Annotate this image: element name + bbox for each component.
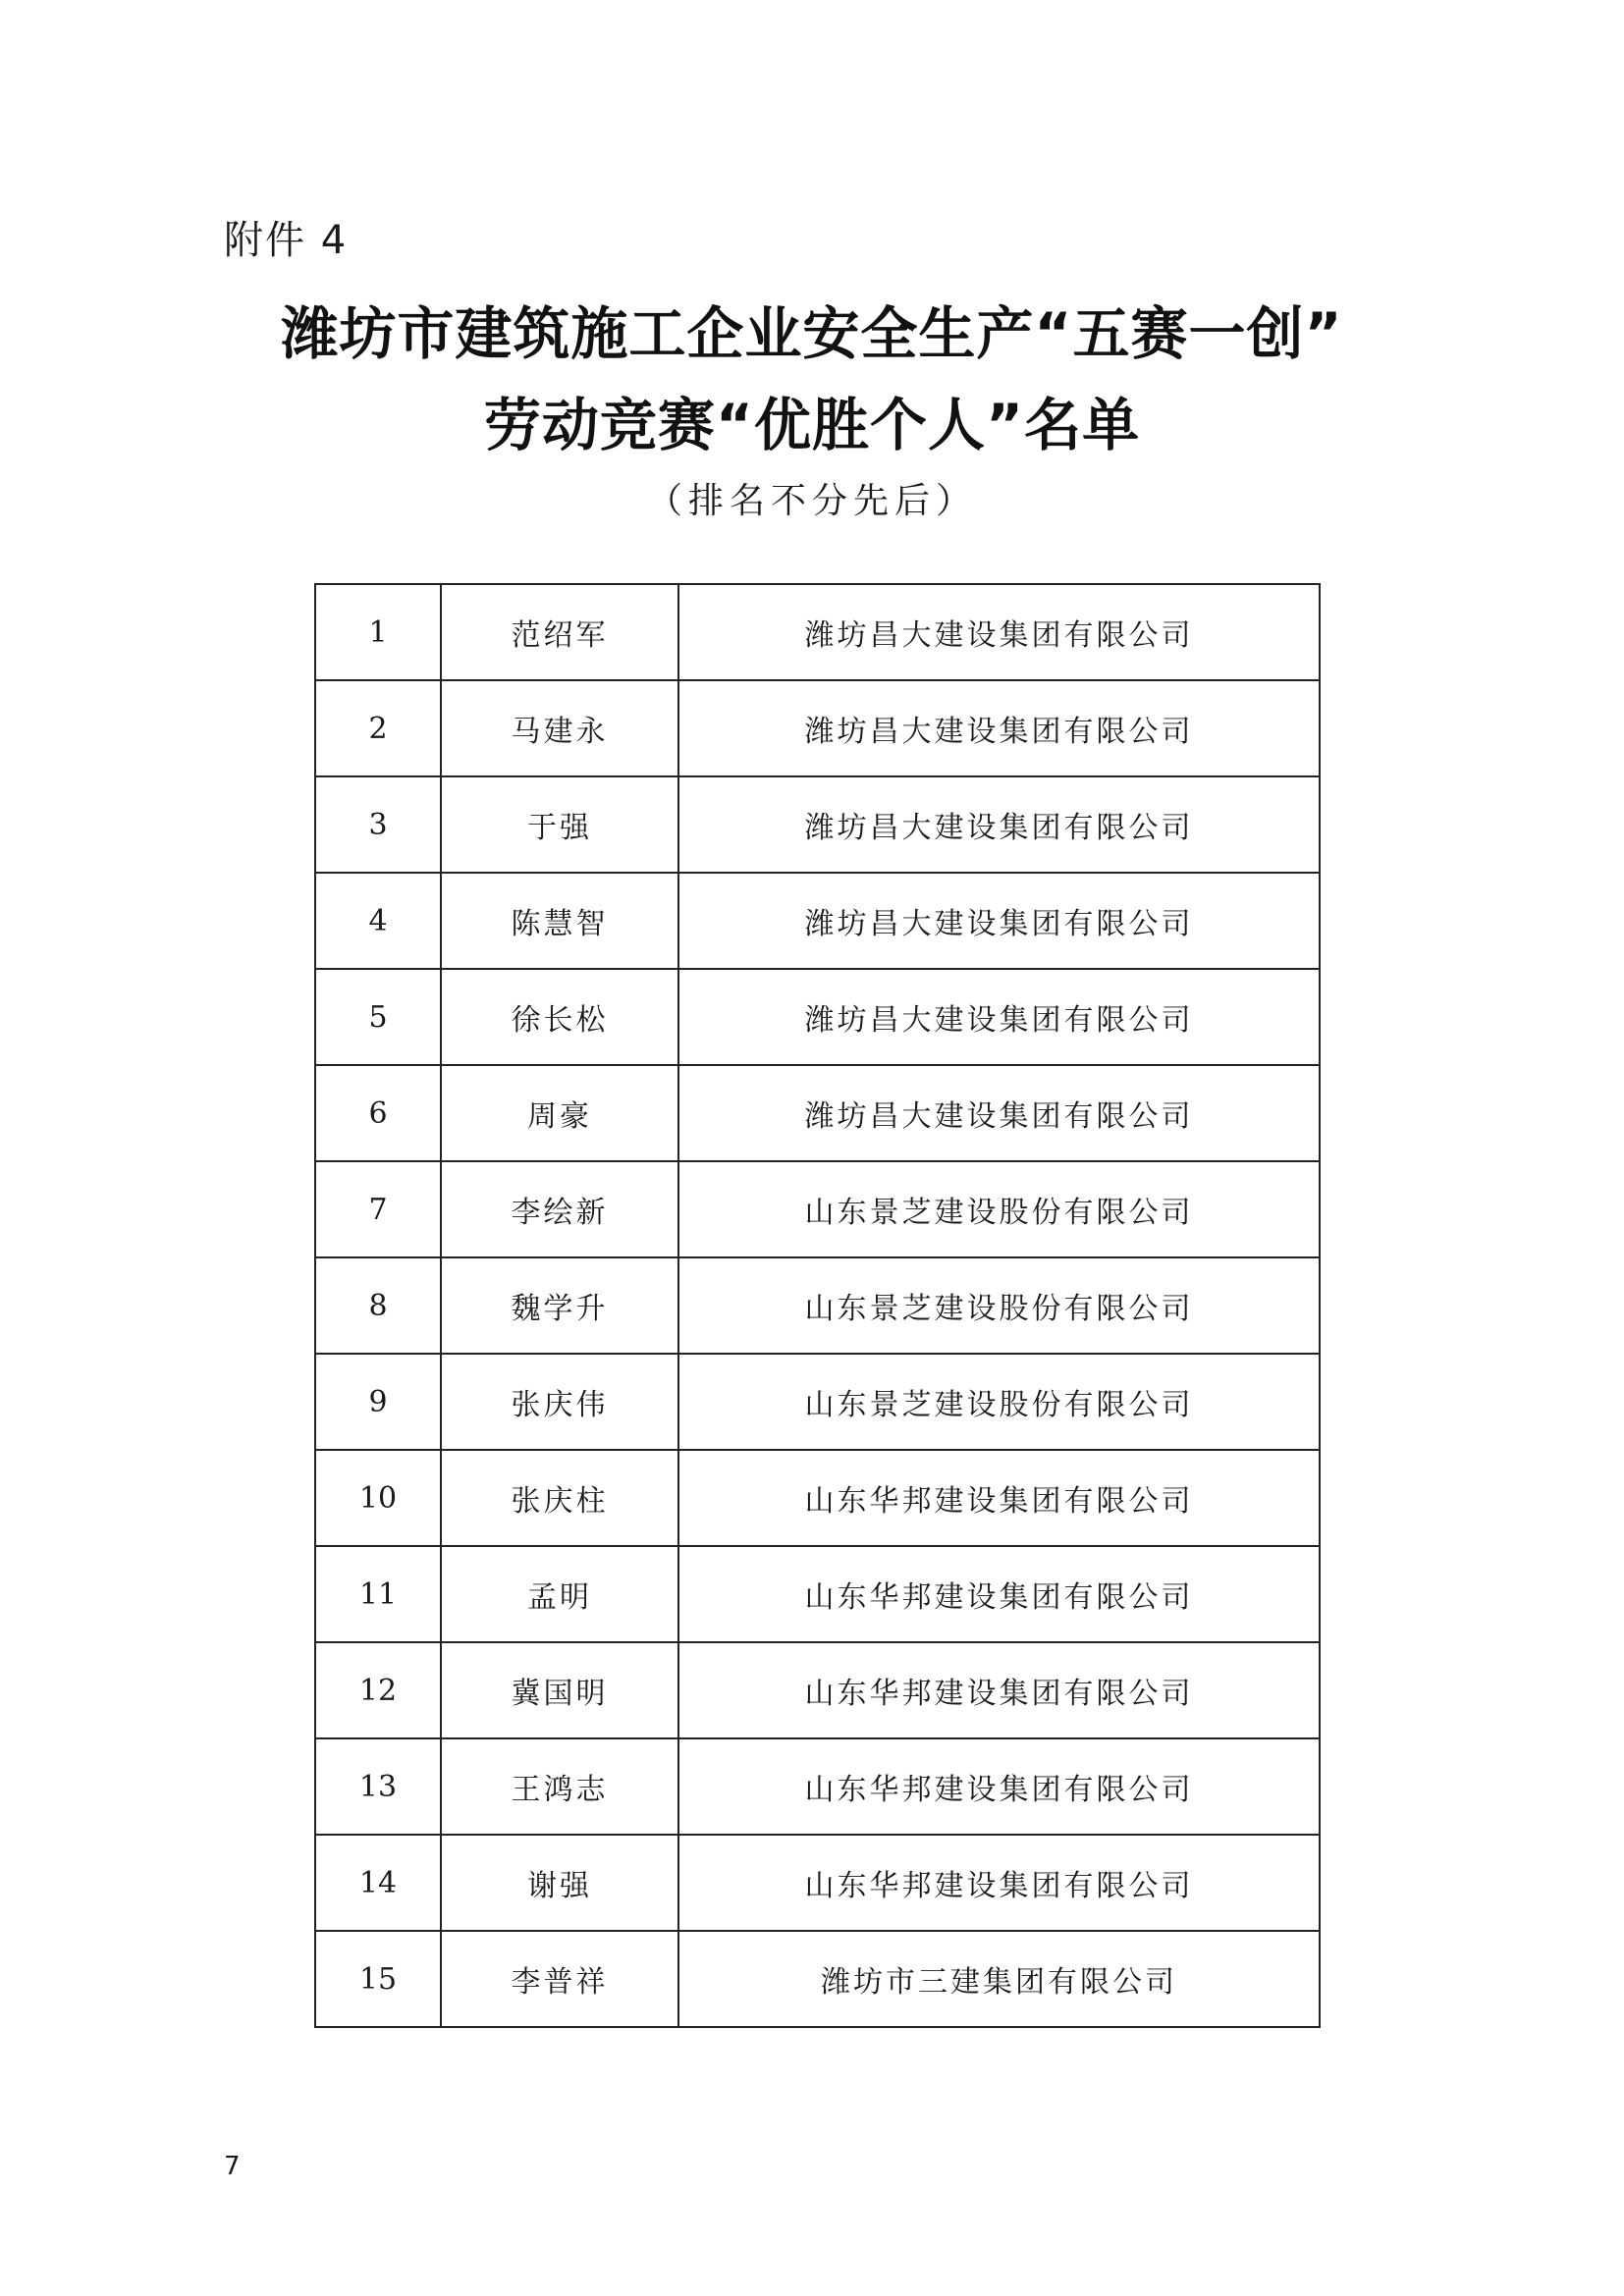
winner-name: 李普祥 bbox=[441, 1931, 678, 2027]
row-number: 13 bbox=[315, 1738, 441, 1835]
row-number: 10 bbox=[315, 1450, 441, 1546]
winner-name: 魏学升 bbox=[441, 1257, 678, 1354]
winner-organization: 潍坊昌大建设集团有限公司 bbox=[678, 584, 1320, 680]
table-row bbox=[315, 969, 1320, 1065]
row-number: 1 bbox=[315, 584, 441, 680]
page-number: 7 bbox=[224, 2152, 241, 2181]
row-number: 15 bbox=[315, 1931, 441, 2027]
winner-name: 马建永 bbox=[441, 680, 678, 776]
row-number: 11 bbox=[315, 1546, 441, 1642]
winner-organization: 山东华邦建设集团有限公司 bbox=[678, 1450, 1320, 1546]
winner-organization: 潍坊昌大建设集团有限公司 bbox=[678, 969, 1320, 1065]
row-number: 6 bbox=[315, 1065, 441, 1161]
table-row bbox=[315, 1931, 1320, 2027]
winner-name: 张庆伟 bbox=[441, 1354, 678, 1450]
table-row bbox=[315, 1835, 1320, 1931]
row-number: 14 bbox=[315, 1835, 441, 1931]
row-number: 7 bbox=[315, 1161, 441, 1257]
winner-organization: 山东华邦建设集团有限公司 bbox=[678, 1546, 1320, 1642]
document-subtitle: （排名不分先后） bbox=[646, 481, 977, 521]
table-row bbox=[315, 776, 1320, 873]
winner-organization: 潍坊昌大建设集团有限公司 bbox=[678, 776, 1320, 873]
winner-name: 于强 bbox=[441, 776, 678, 873]
table-row bbox=[315, 680, 1320, 776]
table-row bbox=[315, 1257, 1320, 1354]
table-row bbox=[315, 1354, 1320, 1450]
row-number: 12 bbox=[315, 1642, 441, 1738]
winner-name: 徐长松 bbox=[441, 969, 678, 1065]
table-row bbox=[315, 1450, 1320, 1546]
winner-name: 范绍军 bbox=[441, 584, 678, 680]
winner-name: 谢强 bbox=[441, 1835, 678, 1931]
table-row bbox=[315, 1738, 1320, 1835]
table-row bbox=[315, 873, 1320, 969]
table-row bbox=[315, 584, 1320, 680]
winner-organization: 山东景芝建设股份有限公司 bbox=[678, 1161, 1320, 1257]
winner-organization: 山东华邦建设集团有限公司 bbox=[678, 1738, 1320, 1835]
winner-name: 周豪 bbox=[441, 1065, 678, 1161]
row-number: 5 bbox=[315, 969, 441, 1065]
table-row bbox=[315, 1065, 1320, 1161]
winner-name: 冀国明 bbox=[441, 1642, 678, 1738]
winner-name: 陈慧智 bbox=[441, 873, 678, 969]
row-number: 3 bbox=[315, 776, 441, 873]
winner-organization: 潍坊昌大建设集团有限公司 bbox=[678, 1065, 1320, 1161]
row-number: 4 bbox=[315, 873, 441, 969]
row-number: 2 bbox=[315, 680, 441, 776]
winner-name: 李绘新 bbox=[441, 1161, 678, 1257]
document-title-line-1: 潍坊市建筑施工企业安全生产“五赛一创” bbox=[281, 300, 1343, 367]
document-title-line-2: 劳动竞赛“优胜个人”名单 bbox=[483, 392, 1141, 458]
winner-organization: 山东华邦建设集团有限公司 bbox=[678, 1642, 1320, 1738]
winners-table-body bbox=[315, 584, 1320, 2027]
winner-organization: 山东景芝建设股份有限公司 bbox=[678, 1257, 1320, 1354]
table-row bbox=[315, 1642, 1320, 1738]
winner-organization: 山东华邦建设集团有限公司 bbox=[678, 1835, 1320, 1931]
winner-name: 张庆柱 bbox=[441, 1450, 678, 1546]
attachment-label: 附件 4 bbox=[224, 218, 349, 263]
row-number: 9 bbox=[315, 1354, 441, 1450]
winner-organization: 山东景芝建设股份有限公司 bbox=[678, 1354, 1320, 1450]
table-row bbox=[315, 1161, 1320, 1257]
winner-organization: 潍坊昌大建设集团有限公司 bbox=[678, 680, 1320, 776]
row-number: 8 bbox=[315, 1257, 441, 1354]
winner-organization: 潍坊昌大建设集团有限公司 bbox=[678, 873, 1320, 969]
winner-name: 王鸿志 bbox=[441, 1738, 678, 1835]
table-row bbox=[315, 1546, 1320, 1642]
winners-table bbox=[314, 583, 1321, 2028]
winner-organization: 潍坊市三建集团有限公司 bbox=[678, 1931, 1320, 2027]
winner-name: 孟明 bbox=[441, 1546, 678, 1642]
